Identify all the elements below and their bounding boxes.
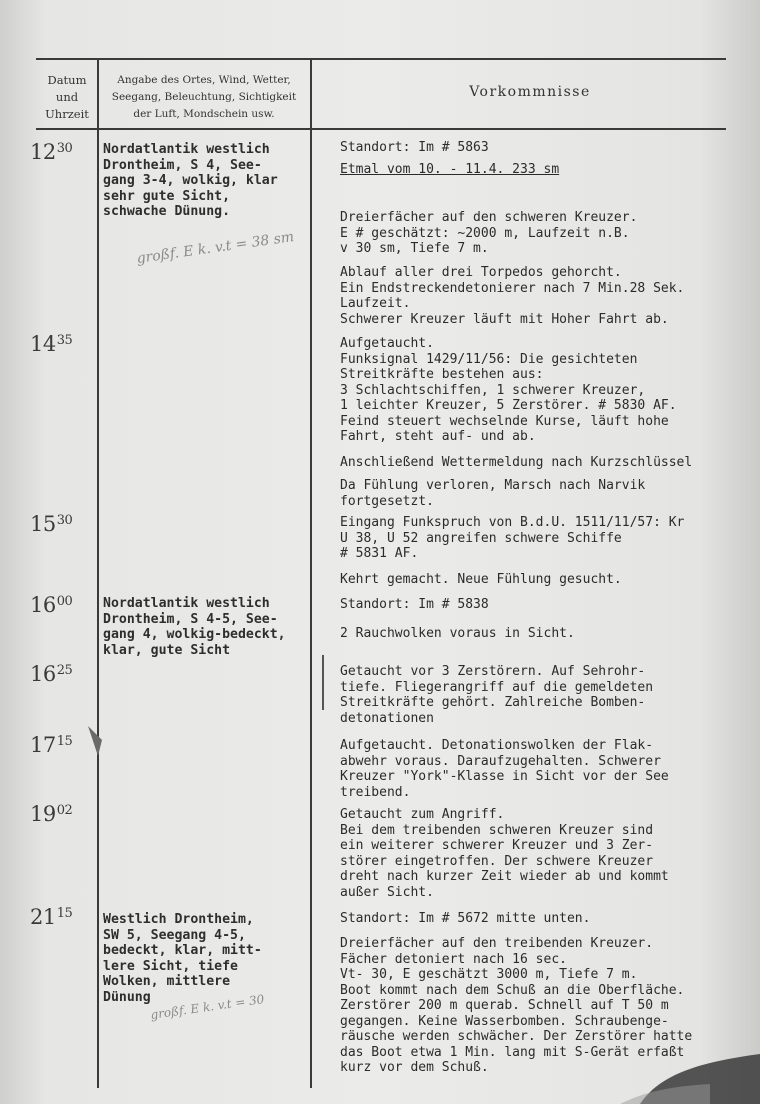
time-1435: $14^{35}$	[30, 332, 73, 356]
event-aufgetaucht-detonation: Aufgetaucht. Detonationswolken der Flak- abwehr voraus. Daraufzugehalten. Schwerer Kreuzer "York"-Klasse in Sicht vor der See treibend.	[340, 738, 669, 800]
event-funkspruch-bdu: Eingang Funkspruch von B.d.U. 1511/11/57: Kr U 38, U 52 angreifen schwere Schiffe # 5831 AF.	[340, 515, 685, 561]
event-wettermeldung: Anschließend Wettermeldung nach Kurzschlüssel	[340, 455, 693, 470]
time-1530: $15^{30}$	[30, 512, 73, 536]
time-2115: $21^{15}$	[30, 905, 73, 929]
top-rule	[36, 58, 726, 60]
event-getaucht-angriff: Getaucht zum Angriff. Bei dem treibenden schweren Kreuzer sind ein weiterer schwerer Kreuzer und 3 Zer- störer eingetroffen. Der schwere Kreuzer dreht nach kurzer Zeit wieder ab und kommt außer Sicht.	[340, 807, 669, 900]
event-ablauf: Ablauf aller drei Torpedos gehorcht. Ein Endstreckendetonierer nach 7 Min.28 Sek. Laufzeit. Schwerer Kreuzer läuft mit Hoher Fahrt ab.	[340, 265, 685, 327]
place-entry-2: Nordatlantik westlich Drontheim, S 4-5, See- gang 4, wolkig-bedeckt, klar, gute Sicht	[103, 596, 286, 658]
header-angabe: Angabe des Ortes, Wind, Wetter, Seegang, Beleuchtung, Sichtigkeit der Luft, Mondschein usw.	[111, 74, 297, 120]
margin-arrow-mark	[84, 722, 106, 762]
event-dreierfaecher-2: Dreierfächer auf den treibenden Kreuzer. Fächer detoniert nach 16 sec. Vt- 30, E geschätzt 3000 m, Tiefe 7 m. Boot kommt nach dem Schuß an die Oberfläche. Zerstörer 200 m querab. Schnell auf T 50 m gegangen. Keine Wasserbomben. Schraubenge- räusche werden schwächer. Der Zerstörer hatte das Boot etwa 1 Min. lang mit S-Gerät erfaßt kurz vor dem Schuß.	[340, 936, 693, 1075]
event-aufgetaucht-funksignal: Aufgetaucht. Funksignal 1429/11/56: Die gesichteten Streitkräfte bestehen aus: 3 Schlachtschiffen, 1 schwerer Kreuzer, 1 leichter Kreuzer, 5 Zerstörer. # 5830 AF. Feind steuert wechselnde Kurse, läuft hohe Fahrt, steht auf- und ab.	[340, 336, 677, 444]
event-standort-1: Standort: Im # 5863	[340, 140, 489, 155]
handwritten-note-1: großf. E k. v.t = 38 sm	[135, 229, 296, 267]
handwritten-note-2: großf. E k. v.t = 30	[149, 992, 266, 1022]
event-etmal: Etmal vom 10. - 11.4. 233 sm	[340, 162, 560, 177]
event-standort-2: Standort: Im # 5838	[340, 597, 489, 612]
event-getaucht-zerstoerer: Getaucht vor 3 Zerstörern. Auf Sehrohr- tiefe. Fliegerangriff auf die gemeldeten Streitkräfte gehört. Zahlreiche Bomben- detonationen	[340, 664, 654, 726]
event-dreierfaecher-1: Dreierfächer auf den schweren Kreuzer. E # geschätzt: ~2000 m, Laufzeit n.B. v 30 sm, Tiefe 7 m.	[340, 210, 638, 256]
header-vorkommnisse: Vorkommnisse	[469, 84, 591, 100]
header-bottom-rule	[36, 128, 726, 130]
event-standort-3: Standort: Im # 5672 mitte unten.	[340, 911, 591, 926]
corner-smudge	[620, 1044, 760, 1104]
place-entry-1: Nordatlantik westlich Drontheim, S 4, See- gang 3-4, wolkig, klar sehr gute Sicht, schwache Dünung.	[103, 142, 278, 219]
time-1902: $19^{02}$	[30, 802, 73, 826]
event-fuehlung-verloren: Da Fühlung verloren, Marsch nach Narvik fortgesetzt.	[340, 478, 646, 509]
event-rauchwolken: 2 Rauchwolken voraus in Sicht.	[340, 626, 575, 641]
time-1230: $12^{30}$	[30, 140, 73, 164]
place-entry-3: Westlich Drontheim, SW 5, Seegang 4-5, bedeckt, klar, mitt- lere Sicht, tiefe Wolken, mittlere Dünung	[103, 912, 262, 1005]
time-1600: $16^{00}$	[30, 593, 73, 617]
time-1625: $16^{25}$	[30, 662, 73, 686]
col-divider-1	[97, 58, 99, 1088]
time-1715: $17^{15}$	[30, 733, 73, 757]
margin-bar	[322, 655, 324, 710]
header-datum: Datum und Uhrzeit	[45, 73, 89, 121]
event-kehrt: Kehrt gemacht. Neue Fühlung gesucht.	[340, 572, 622, 587]
